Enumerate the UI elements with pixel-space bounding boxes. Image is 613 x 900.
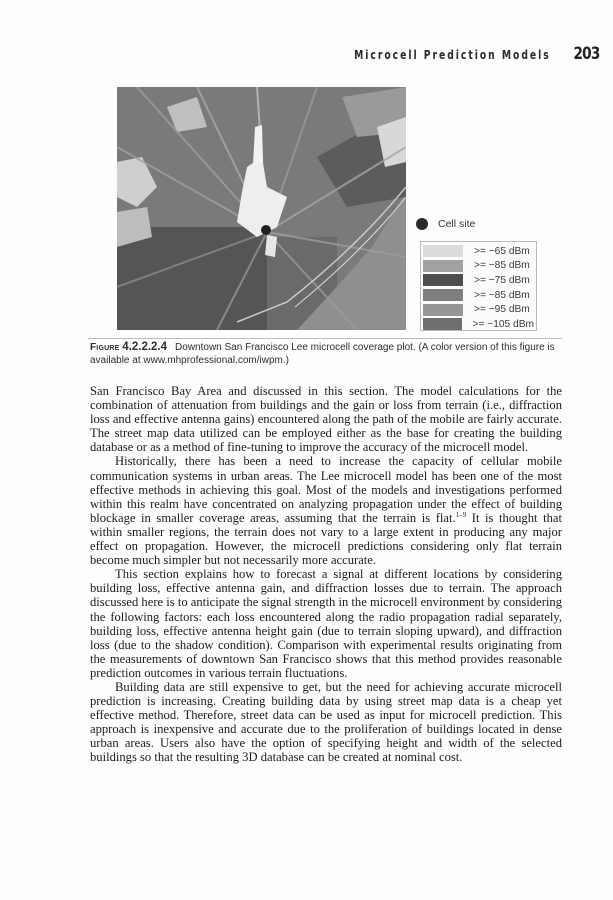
cell-site-icon (416, 218, 428, 230)
legend-swatch (423, 245, 463, 257)
legend-item (423, 259, 534, 274)
legend-item (423, 244, 534, 259)
legend-cell-site (416, 218, 475, 230)
legend-label: >= −75 dBm (474, 274, 530, 286)
paragraph-text: It is thought that within smaller regions, the terrain does not vary to a large extent in producing any major effect on propagation. However, the microcell predictions considering only flat terrain become much simpler but not necessarily more accurate. (90, 510, 562, 568)
coverage-map-image (117, 87, 406, 330)
legend-swatch (423, 289, 463, 301)
figure-caption (90, 341, 564, 367)
citation-superscript: 1–9 (455, 510, 467, 519)
caption-divider (88, 338, 562, 339)
page-number: 203 (573, 44, 599, 64)
legend-item (423, 273, 534, 288)
legend-swatch (423, 304, 463, 316)
body-text (90, 384, 562, 765)
running-title: Microcell Prediction Models (353, 47, 551, 62)
legend-item (423, 302, 534, 317)
figure-caption-text: Downtown San Francisco Lee microcell coverage plot. (A color version of this figure is available at www.mhprofessional.com/iwpm.) (90, 342, 555, 366)
running-head (311, 44, 599, 66)
legend-item (423, 317, 534, 332)
legend-label: >= −85 dBm (474, 289, 530, 301)
legend-swatch (423, 318, 462, 330)
legend-swatch (423, 260, 463, 272)
paragraph-text: Historically, there has been a need to increase the capacity of cellular mobile communication systems in urban areas. The Lee microcell model has been one of the most effective methods in achieving this goal. Most of the models and investigations performed within this realm have concentrated on analyzing propagation under the effect of building blockage in smaller coverage areas, assuming that the terrain is flat. (90, 454, 562, 525)
legend-label: >= −65 dBm (474, 245, 530, 257)
paragraph (90, 454, 562, 567)
figure-label: Figure (90, 342, 120, 353)
paragraph: This section explains how to forecast a signal at different locations by considering building loss, effective antenna gain, and diffraction losses due to terrain. The approach discussed here is to anticipate the signal strength in the microcell environment by considering the following factors: each loss encountered along the radio propagation radial separately, building loss, effective antenna height gain (due to terrain sloping upward), and diffraction loss (due to the shadow condition). Comparison with experimental results originating from the measurements of downtown San Francisco shows that this method provides reasonable prediction outcomes in various terrain fluctuations. (90, 567, 562, 680)
cell-site-label: Cell site (438, 218, 476, 230)
paragraph: Building data are still expensive to get, but the need for achieving accurate microcell prediction is increasing. Creating building data by using street map data is a cheap yet effective method. Therefore, street data can be used as input for microcell prediction. This approach is inexpensive and accurate due to the proliferation of buildings located in dense urban areas. Users also have the option of specifying height and width of the selected buildings so that the resulting 3D database can be created at nominal cost. (90, 679, 562, 765)
legend-label: >= −85 dBm (474, 260, 530, 272)
legend-swatch (423, 274, 463, 286)
legend-item (423, 288, 534, 303)
paragraph: San Francisco Bay Area and discussed in this section. The model calculations for the combination of attenuation from buildings and the gain or loss from terrain (i.e., diffraction loss and effective antenna gains) encountered along the path of the mobile are fairly accurate. The street map data utilized can be employed either as the base for creating the building database or as a method of fine-tuning to improve the accuracy of the microcell model. (90, 384, 562, 455)
figure-number: 4.2.2.2.4 (122, 341, 168, 353)
signal-legend (420, 241, 537, 331)
legend-label: >= −105 dBm (472, 318, 534, 330)
legend-label: >= −95 dBm (474, 304, 530, 316)
